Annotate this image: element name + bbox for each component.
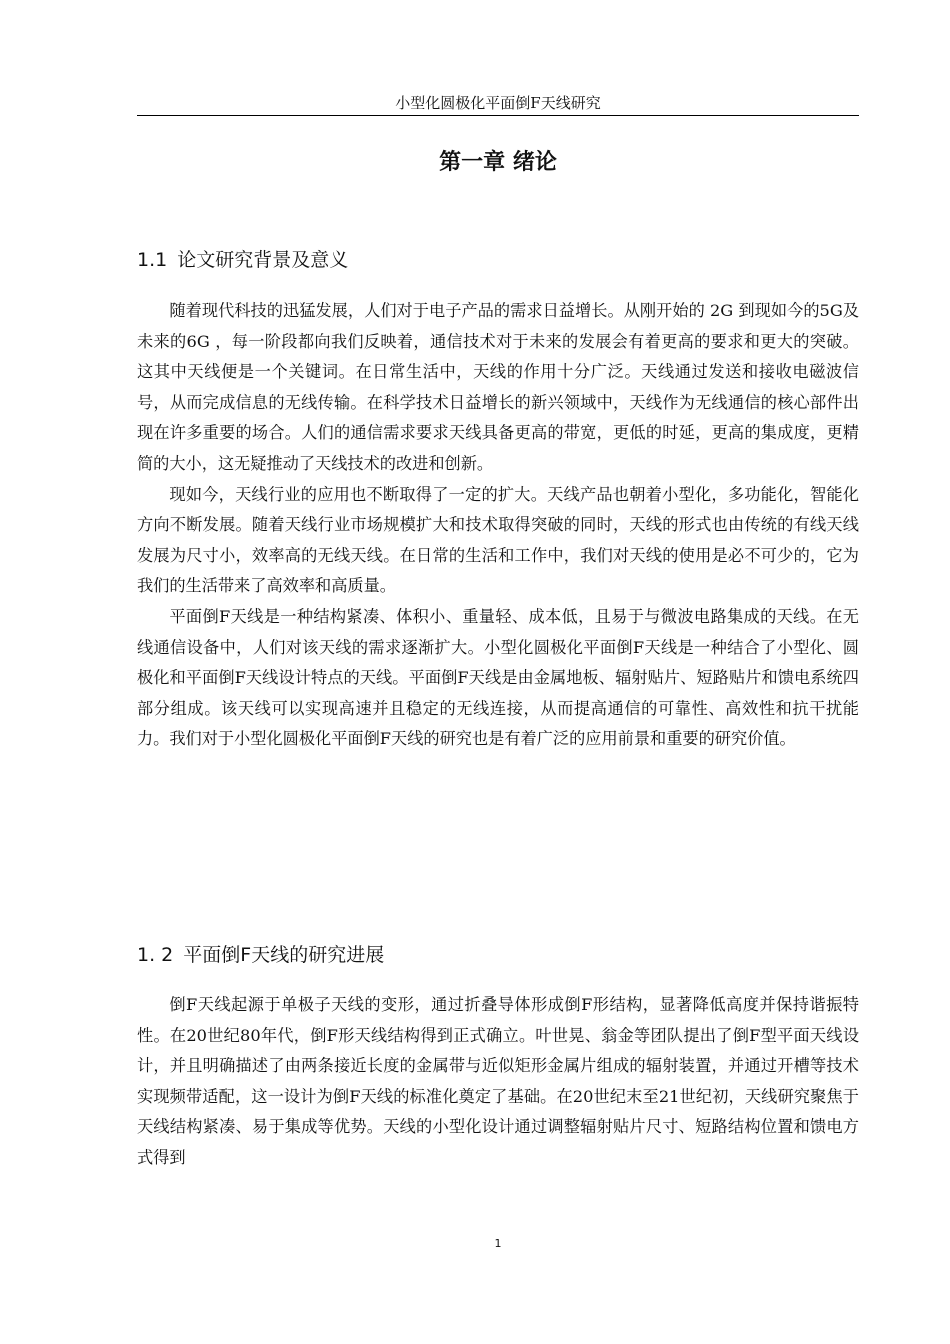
paragraph: 随着现代科技的迅猛发展，人们对于电子产品的需求日益增长。从刚开始的 2G 到现如今的5G及未来的6G ，每一阶段都向我们反映着，通信技术对于未来的发展会有着更高的要求和更大的突破。这其中天线便是一个关键词。在日常生活中，天线的作用十分广泛。天线通过发送和接收电磁波信号，从而完成信息的无线传输。在科学技术日益增长的新兴领域中，天线作为无线通信的核心部件出现在许多重要的场合。人们的通信需求要求天线具备更高的带宽，更低的时延，更高的集成度，更精简的大小，这无疑推动了天线技术的改进和创新。 (137, 301, 859, 473)
section-heading-1-2 (137, 942, 859, 968)
section-heading-1-1 (137, 247, 859, 273)
header-divider (137, 115, 859, 116)
section-1-2-body (137, 990, 859, 1174)
section-number: 1. 2 (137, 944, 174, 966)
section-title: 平面倒F天线的研究进展 (183, 944, 385, 966)
section-title: 论文研究背景及意义 (177, 249, 349, 271)
running-header: 小型化圆极化平面倒F天线研究 (395, 94, 601, 112)
paragraph: 现如今，天线行业的应用也不断取得了一定的扩大。天线产品也朝着小型化，多功能化，智能化方向不断发展。随着天线行业市场规模扩大和技术取得突破的同时，天线的形式也由传统的有线天线发展为尺寸小，效率高的无线天线。在日常的生活和工作中，我们对天线的使用是必不可少的，它为我们的生活带来了高效率和高质量。 (137, 484, 859, 596)
page-number: 1 (494, 1237, 502, 1250)
paragraph: 平面倒F天线是一种结构紧凑、体积小、重量轻、成本低，且易于与微波电路集成的天线。在无线通信设备中，人们对该天线的需求逐渐扩大。小型化圆极化平面倒F天线是一种结合了小型化、圆极化和平面倒F天线设计特点的天线。平面倒F天线是由金属地板、辐射贴片、短路贴片和馈电系统四部分组成。该天线可以实现高速并且稳定的无线连接，从而提高通信的可靠性、高效性和抗干扰能力。我们对于小型化圆极化平面倒F天线的研究也是有着广泛的应用前景和重要的研究价值。 (137, 606, 859, 749)
section-1-1-body (137, 296, 859, 755)
section-number: 1.1 (137, 249, 168, 271)
paragraph: 倒F天线起源于单极子天线的变形，通过折叠导体形成倒F形结构，显著降低高度并保持谐振特性。在20世纪80年代，倒F形天线结构得到正式确立。叶世晃、翁金等团队提出了倒F型平面天线设计，并且明确描述了由两条接近长度的金属带与近似矩形金属片组成的辐射装置，并通过开槽等技术实现频带适配，这一设计为倒F天线的标准化奠定了基础。在20世纪末至21世纪初，天线研究聚焦于天线结构紧凑、易于集成等优势。天线的小型化设计通过调整辐射贴片尺寸、短路结构位置和馈电方式得到 (137, 995, 859, 1167)
chapter-title: 第一章 绪论 (439, 150, 557, 175)
